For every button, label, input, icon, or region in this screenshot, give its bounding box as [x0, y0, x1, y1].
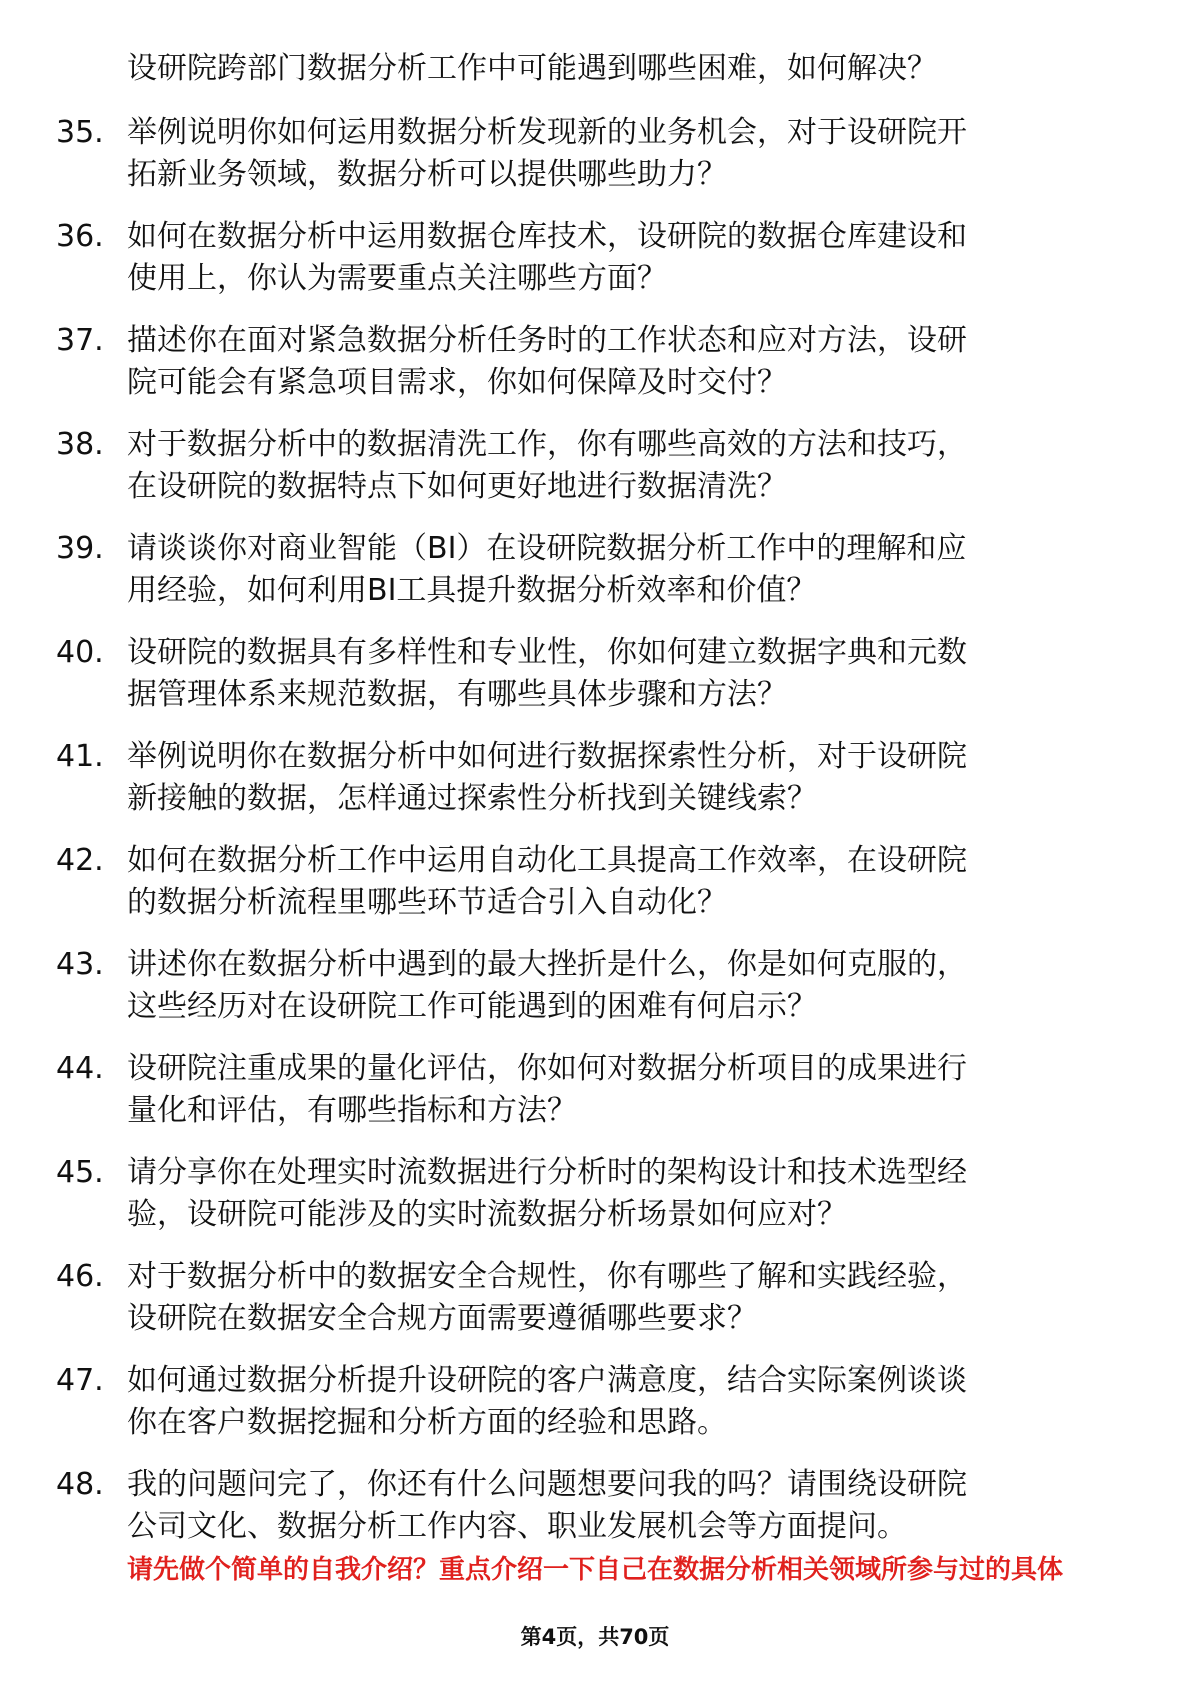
question-text — [127, 528, 1107, 612]
question-text-line: 对于数据分析中的数据清洗工作，你有哪些高效的方法和技巧， — [127, 427, 967, 462]
question-text-line: 设研院注重成果的量化评估，你如何对数据分析项目的成果进行 — [127, 1051, 967, 1086]
question-item — [0, 1360, 1190, 1464]
question-text-line: 设研院的数据具有多样性和专业性，你如何建立数据字典和元数 — [127, 635, 967, 670]
question-number: 37. — [56, 323, 104, 358]
question-number: 48. — [56, 1467, 104, 1502]
question-text-line: 设研院在数据安全合规方面需要遵循哪些要求？ — [127, 1301, 757, 1336]
question-text-line: 验，设研院可能涉及的实时流数据分析场景如何应对？ — [127, 1197, 847, 1232]
question-text-line: 新接触的数据，怎样通过探索性分析找到关键线索？ — [127, 781, 817, 816]
question-number: 39. — [56, 531, 104, 566]
question-text-line: 请谈谈你对商业智能（BI）在设研院数据分析工作中的理解和应 — [127, 531, 967, 566]
question-item — [0, 1048, 1190, 1152]
question-text-line: 使用上，你认为需要重点关注哪些方面？ — [127, 261, 667, 296]
question-item — [0, 632, 1190, 736]
question-text — [127, 1464, 1107, 1548]
question-text-line: 这些经历对在设研院工作可能遇到的困难有何启示？ — [127, 989, 817, 1024]
question-text — [127, 1048, 1107, 1132]
question-number: 42. — [56, 843, 104, 878]
question-item — [0, 320, 1190, 424]
question-text — [127, 944, 1107, 1028]
question-text — [127, 1152, 1107, 1236]
question-text — [127, 216, 1107, 300]
question-item — [0, 1256, 1190, 1360]
question-text-line: 量化和评估，有哪些指标和方法？ — [127, 1093, 577, 1128]
question-number: 35. — [56, 115, 104, 150]
question-text-line: 的数据分析流程里哪些环节适合引入自动化？ — [127, 885, 727, 920]
question-item — [0, 840, 1190, 944]
question-text-line: 举例说明你在数据分析中如何进行数据探索性分析，对于设研院 — [127, 739, 967, 774]
question-text — [127, 112, 1107, 196]
question-text-line: 如何在数据分析工作中运用自动化工具提高工作效率，在设研院 — [127, 843, 967, 878]
question-text-line: 如何通过数据分析提升设研院的客户满意度，结合实际案例谈谈 — [127, 1363, 967, 1398]
question-number: 36. — [56, 219, 104, 254]
question-list — [0, 112, 1190, 1568]
question-text — [127, 1360, 1107, 1444]
question-number: 46. — [56, 1259, 104, 1294]
question-number: 44. — [56, 1051, 104, 1086]
question-text — [127, 632, 1107, 716]
highlighted-prompt: 请先做个简单的自我介绍？重点介绍一下自己在数据分析相关领域所参与过的具体 — [126, 1555, 1063, 1585]
question-text — [127, 840, 1107, 924]
question-item — [0, 424, 1190, 528]
question-text-line: 举例说明你如何运用数据分析发现新的业务机会，对于设研院开 — [127, 115, 967, 150]
question-item — [0, 216, 1190, 320]
question-text — [127, 424, 1107, 508]
question-text — [127, 320, 1107, 404]
question-item — [0, 1152, 1190, 1256]
question-text-line: 如何在数据分析中运用数据仓库技术，设研院的数据仓库建设和 — [127, 219, 967, 254]
question-number: 47. — [56, 1363, 104, 1398]
question-text — [127, 1256, 1107, 1340]
question-text-line: 对于数据分析中的数据安全合规性，你有哪些了解和实践经验， — [127, 1259, 967, 1294]
question-item — [0, 112, 1190, 216]
question-text-line: 拓新业务领域，数据分析可以提供哪些助力？ — [127, 157, 727, 192]
question-number: 40. — [56, 635, 104, 670]
question-item — [0, 528, 1190, 632]
question-number: 43. — [56, 947, 104, 982]
question-text — [127, 736, 1107, 820]
question-text-line: 讲述你在数据分析中遇到的最大挫折是什么，你是如何克服的， — [127, 947, 967, 982]
question-text-line: 在设研院的数据特点下如何更好地进行数据清洗？ — [127, 469, 787, 504]
question-text-line: 公司文化、数据分析工作内容、职业发展机会等方面提问。 — [127, 1509, 907, 1544]
question-number: 41. — [56, 739, 104, 774]
question-number: 45. — [56, 1155, 104, 1190]
continued-question-text: 设研院跨部门数据分析工作中可能遇到哪些困难，如何解决？ — [127, 51, 937, 86]
question-text-line: 请分享你在处理实时流数据进行分析时的架构设计和技术选型经 — [127, 1155, 967, 1190]
question-text-line: 我的问题问完了，你还有什么问题想要问我的吗？请围绕设研院 — [127, 1467, 967, 1502]
question-text-line: 用经验，如何利用BI工具提升数据分析效率和价值？ — [127, 573, 817, 608]
question-number: 38. — [56, 427, 104, 462]
question-item — [0, 944, 1190, 1048]
page-number: 第4页，共70页 — [520, 1625, 670, 1649]
question-text-line: 描述你在面对紧急数据分析任务时的工作状态和应对方法，设研 — [127, 323, 967, 358]
question-item — [0, 736, 1190, 840]
question-text-line: 院可能会有紧急项目需求，你如何保障及时交付？ — [127, 365, 787, 400]
question-text-line: 你在客户数据挖掘和分析方面的经验和思路。 — [127, 1405, 727, 1440]
question-text-line: 据管理体系来规范数据，有哪些具体步骤和方法？ — [127, 677, 787, 712]
